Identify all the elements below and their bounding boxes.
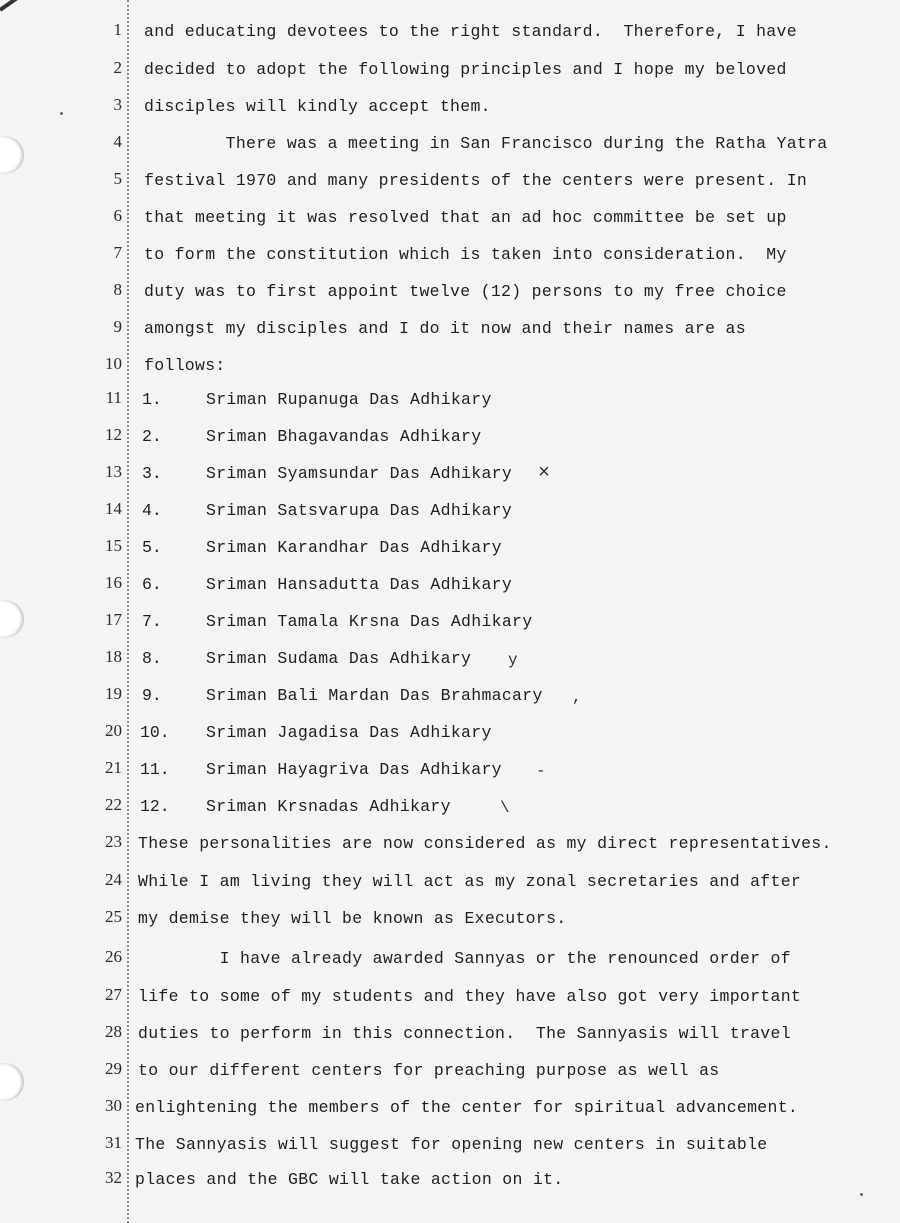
line-text: and educating devotees to the right standard. Therefore, I have [144,22,797,41]
line-number: 14 [105,499,122,518]
line-number: 10 [105,354,122,373]
list-item [0,608,900,644]
handwritten-mark: y [508,651,518,669]
line-number: 5 [113,169,122,188]
document-line [0,204,900,240]
document-line [0,905,900,941]
item-name: Sriman Bali Mardan Das Brahmacary [206,686,543,705]
line-text: that meeting it was resolved that an ad hoc committee be set up [144,208,787,227]
list-item [0,793,900,829]
list-item [0,460,900,496]
line-number: 19 [105,684,122,703]
item-number: 3. [142,464,162,483]
item-number: 4. [142,501,162,520]
line-number: 16 [105,573,122,592]
line-number: 15 [105,536,122,555]
line-text: decided to adopt the following principles and I hope my beloved [144,60,787,79]
item-name: Sriman Sudama Das Adhikary [206,649,472,668]
handwritten-mark: \ [500,799,510,817]
handwritten-mark: - [536,762,546,780]
line-number: 8 [113,280,122,299]
item-number: 9. [142,686,162,705]
line-text: amongst my disciples and I do it now and their names are as [144,319,746,338]
handwritten-mark: × [538,462,551,485]
item-number: 2. [142,427,162,446]
line-number: 4 [113,132,122,151]
line-number: 31 [105,1133,122,1152]
list-item [0,423,900,459]
document-line [0,1057,900,1093]
document-line [0,130,900,166]
line-text: to our different centers for preaching purpose as well as [138,1061,720,1080]
line-text: festival 1970 and many presidents of the centers were present. In [144,171,808,190]
list-item [0,571,900,607]
document-line [0,93,900,129]
item-name: Sriman Karandhar Das Adhikary [206,538,502,557]
document-line [0,241,900,277]
line-number: 11 [105,388,122,407]
line-number: 13 [105,462,122,481]
item-number: 12. [140,797,170,816]
item-name: Sriman Krsnadas Adhikary [206,797,451,816]
document-line [0,278,900,314]
list-item [0,386,900,422]
list-item [0,719,900,755]
list-item [0,645,900,681]
document-line [0,56,900,92]
line-text: These personalities are now considered as my direct representatives. [138,834,832,853]
line-number: 26 [105,947,122,966]
item-name: Sriman Tamala Krsna Das Adhikary [206,612,533,631]
line-text: While I am living they will act as my zonal secretaries and after [138,872,802,891]
line-text: I have already awarded Sannyas or the renounced order of [138,949,791,968]
line-text: disciples will kindly accept them. [144,97,491,116]
line-number: 29 [105,1059,122,1078]
line-text: follows: [144,356,226,375]
line-text: my demise they will be known as Executors. [138,909,567,928]
list-item [0,534,900,570]
list-item [0,682,900,718]
line-number: 25 [105,907,122,926]
line-number: 27 [105,985,122,1004]
document-line [0,352,900,388]
item-name: Sriman Hayagriva Das Adhikary [206,760,502,779]
line-text: duty was to first appoint twelve (12) persons to my free choice [144,282,787,301]
item-number: 8. [142,649,162,668]
document-line [0,830,900,866]
item-name: Sriman Hansadutta Das Adhikary [206,575,513,594]
document-line [0,167,900,203]
document-line [0,1166,900,1202]
line-text: duties to perform in this connection. The Sannyasis will travel [138,1024,791,1043]
line-number: 20 [105,721,122,740]
document-line [0,945,900,981]
line-number: 32 [105,1168,122,1187]
document-line [0,983,900,1019]
list-item [0,756,900,792]
item-number: 7. [142,612,162,631]
line-text: There was a meeting in San Francisco during the Ratha Yatra [144,134,828,153]
line-number: 22 [105,795,122,814]
item-number: 5. [142,538,162,557]
line-number: 2 [113,58,122,77]
line-number: 23 [105,832,122,851]
item-name: Sriman Bhagavandas Adhikary [206,427,482,446]
line-text: The Sannyasis will suggest for opening new centers in suitable [135,1135,768,1154]
document-line [0,18,900,54]
line-text: life to some of my students and they have also got very important [138,987,802,1006]
item-name: Sriman Satsvarupa Das Adhikary [206,501,513,520]
line-number: 28 [105,1022,122,1041]
item-name: Sriman Rupanuga Das Adhikary [206,390,492,409]
line-text: to form the constitution which is taken into consideration. My [144,245,787,264]
line-number: 21 [105,758,122,777]
pen-mark [0,0,26,12]
item-name: Sriman Jagadisa Das Adhikary [206,723,492,742]
line-number: 12 [105,425,122,444]
line-text: places and the GBC will take action on it. [135,1170,564,1189]
list-item [0,497,900,533]
line-number: 3 [113,95,122,114]
line-number: 18 [105,647,122,666]
line-number: 1 [113,20,122,39]
document-line [0,1020,900,1056]
item-number: 11. [140,760,170,779]
handwritten-mark: , [572,688,582,706]
item-number: 1. [142,390,162,409]
document-line [0,1094,900,1130]
item-name: Sriman Syamsundar Das Adhikary [206,464,513,483]
item-number: 6. [142,575,162,594]
document-line [0,1131,900,1167]
line-number: 24 [105,870,122,889]
line-number: 30 [105,1096,122,1115]
line-number: 9 [113,317,122,336]
item-number: 10. [140,723,170,742]
line-number: 6 [113,206,122,225]
document-line [0,315,900,351]
document-line [0,868,900,904]
line-number: 7 [113,243,122,262]
line-text: enlightening the members of the center for spiritual advancement. [135,1098,799,1117]
line-number: 17 [105,610,122,629]
